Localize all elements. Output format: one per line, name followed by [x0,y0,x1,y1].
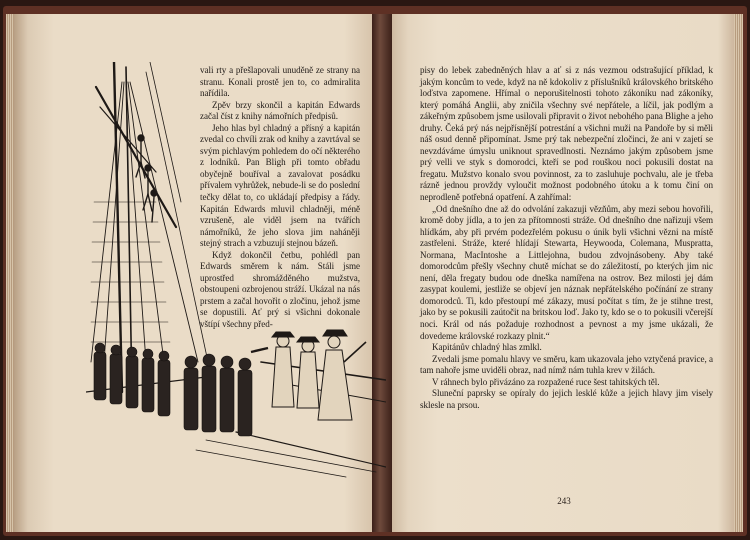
mast-line [114,62,122,392]
right-paragraph-6: Sluneční paprsky se opíraly do jejich lesklé kůže a jejich hlavy jim visely sklesle na prsou. [420,388,713,410]
page-edges-right [734,14,743,532]
left-paragraph-4: Když dokončil četbu, pohlédl pan Edwards směrem k nám. Stáli jsme uprostřed shromážděného mužstva, obstoupeni ozbrojenou stráží. Ukázal na nás prstem a začal hovořit o zločinu, jehož jsme se dopustili. Ať prý si všichni dokonale vštípí všechny před- [200,249,360,330]
right-paragraph-5: V ráhnech bylo přivázáno za rozpažené ruce šest tahitských těl. [432,376,660,387]
right-paragraph-2: „Od dnešního dne až do odvolání zakazuji vězňům, aby mezi sebou hovořili, kromě doby jídla, a to jen za přítomnosti stráže. Od dnešního dne nařizuji všem hlídkám, aby při prvém podezřelém pokusu o únik byli všichni vězni na místě zastřeleni. Stráže, které hlídají Stewarta, Heywooda, Colemana, Muspratta, Normana, MacIntoshe a Littlejohna, budou zdvojnásobeny. Aby také domorodcům přešly všechny chutě míchat se do záležitostí, po kterých jim nic není, děla fregaty budou ode dneška namířena na ostrov. Bez milosti jej dám zasypat koulemi, jestliže se objeví jen náznak nepřátelského počínání ze strany domorodců. Ti, kdo přestoupí mé zákazy, musí počítat s tím, že je stihne trest, jako by se pokusili zaútočit na britskou loď. Jako ty, kdo se o to pokusili včerejší noci. Král od nás požaduje rozhodnost a pevnost a my jsme ukázali, že dovedeme královské rozkazy plnit.“ [420,203,713,341]
left-paragraph-2: Zpěv brzy skončil a kapitán Edwards začal číst z knihy námořních předpisů. [200,99,360,122]
left-paragraph-3: Jeho hlas byl chladný a přísný a kapitán zvedal co chvíli zrak od knihy a zavrtával se svým pichlavým pohledem do očí některého z lodníků. Pan Bligh při tomto obřadu obyčejně bouříval a zavalovat posádku přívalem vyhrůžek, nebude-li se do poslední tečky dělat to, co ukládají předpisy a řády. Kapitán Edwards mluvil chladněji, méně vzrušeně, ale viděl jsem na tvářích námořníků, že jeho slova jim naháněji stejný strach a vzbuzují stejnou bázeň. [200,122,360,249]
right-paragraph-3: Kapitánův chladný hlas zmlkl. [432,342,542,353]
right-paragraph-1: pisy do lebek zabedněných hlav a ať si z nás vezmou odstrašující příklad, k jakým koncům to vede, když na ně kdokoliv z příslušníků královského britského loďstva zapomene. Hřímal o neporušitelnosti tohoto zákoníku nad zákoníky, který pomáhá Anglii, aby zničila všechny své nepřátele, a líčil, jak podlým a zákeřným způsobem jsme usilovali připravit o život nebohého pana Blighe a jeho druhy. Čeká prý nás nejpřísnější potrestání a všichni muži na Pandoře by si měli náš osud denně připomínat. Jsme prý tak nebezpeční zločinci, že ani v zajetí se nevzdáváme úmyslu uniknout spravedlnosti. Neznámo jakým způsobem jsme prý velli ve styk s domorodci, kteří se pod rouškou noci pokusili dostat na fregatu. Mužstvo konalo svou povinnost, za to zasluhuje pochvalu, ale je třeba rázně jednou provždy vyloučit možnost podobného útoku a k tomu činí on neprodleně potřebná opatření. A zahřímal: [420,65,713,203]
left-paragraph-1: vali rty a přešlapovali unuděně ze strany na stranu. Konali prostě jen to, co admiralita nařídila. [200,65,360,99]
right-paragraph-4: Zvedali jsme pomalu hlavy ve směru, kam ukazovala jeho vztyčená pravice, a tam nahoře jsme uviděli obraz, nad nímž nám tuhla krev v žilách. [420,353,713,376]
right-page-text [420,65,713,411]
sailors-group [94,343,252,436]
page-number: 243 [557,496,571,506]
page-edges-left [6,14,14,532]
left-page-text [200,65,360,331]
